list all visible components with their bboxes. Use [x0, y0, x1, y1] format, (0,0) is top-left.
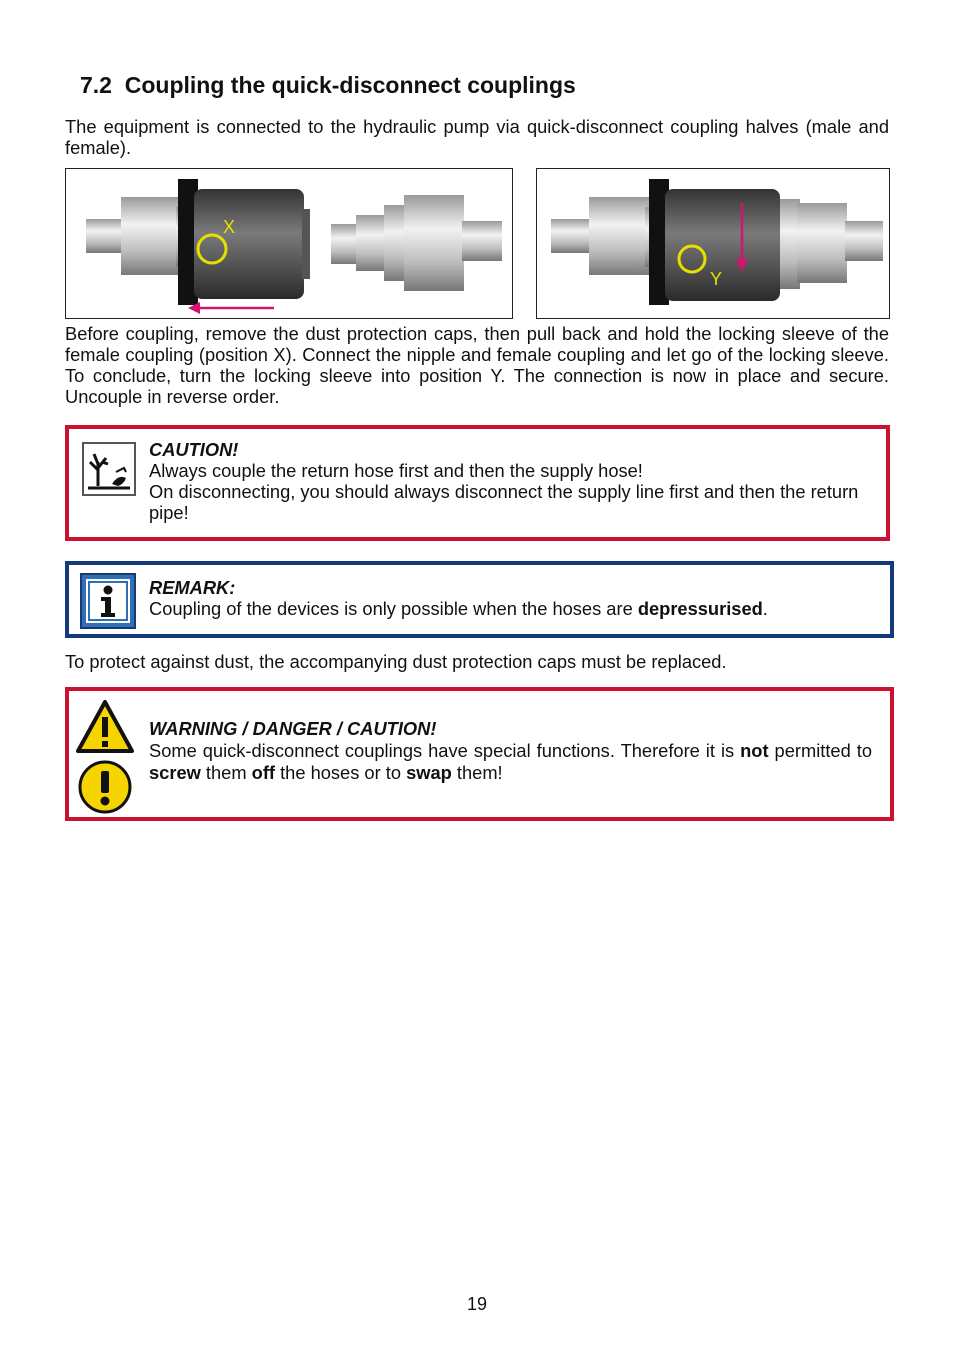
caution-line-1: Always couple the return hose first and then the supply hose! — [149, 460, 643, 481]
remark-text-bold: depressurised — [637, 598, 763, 619]
warning-bold-swap: swap — [406, 762, 452, 783]
remark-box — [65, 561, 894, 638]
position-x-label: X — [223, 217, 236, 237]
exclamation-circle-icon — [77, 759, 133, 815]
coupling-turned-photo — [536, 168, 890, 319]
environment-hazard-icon — [82, 442, 136, 496]
caution-title: CAUTION! — [149, 439, 239, 460]
caution-box — [65, 425, 890, 541]
section-number: 7.2 — [80, 72, 112, 98]
remark-text-end: . — [762, 598, 768, 619]
remark-title: REMARK: — [149, 577, 236, 598]
section-heading — [80, 72, 576, 99]
warning-bold-off: off — [251, 762, 275, 783]
warning-box — [65, 687, 894, 821]
info-icon — [80, 573, 136, 629]
coupling-pull-back-photo — [65, 168, 513, 319]
warning-text-part: Some quick-disconnect couplings have special functions. Therefore it is — [149, 740, 741, 761]
warning-text — [149, 740, 872, 784]
remark-text-start: Coupling of the devices is only possible when the hoses are — [149, 598, 638, 619]
page-number: 19 — [466, 1294, 488, 1314]
warning-text-part: permitted to — [768, 740, 872, 761]
description-paragraph: Before coupling, remove the dust protection caps, then pull back and hold the locking sleeve of the female coupling (position X). Connect the nipple and female coupling and let go of the locking sleeve. To conclude, turn the locking sleeve into position Y. The connection is now in place and secure. Uncouple in reverse order. — [65, 323, 889, 407]
dust-protection-note: To protect against dust, the accompanying dust protection caps must be replaced. — [65, 651, 727, 672]
warning-text-part: them — [200, 762, 252, 783]
remark-text — [149, 598, 879, 619]
warning-title: WARNING / DANGER / CAUTION! — [149, 718, 437, 739]
intro-paragraph: The equipment is connected to the hydraulic pump via quick-disconnect coupling halves (male and female). — [65, 116, 889, 158]
warning-bold-not: not — [740, 740, 769, 761]
caution-line-2: On disconnecting, you should always disconnect the supply line first and then the return pipe! — [149, 481, 859, 523]
warning-bold-screw: screw — [149, 762, 201, 783]
section-title: Coupling the quick-disconnect couplings — [124, 72, 576, 98]
warning-text-part: them! — [451, 762, 503, 783]
position-y-label: Y — [710, 269, 723, 289]
warning-triangle-icon — [75, 699, 135, 755]
warning-text-part: the hoses or to — [275, 762, 407, 783]
